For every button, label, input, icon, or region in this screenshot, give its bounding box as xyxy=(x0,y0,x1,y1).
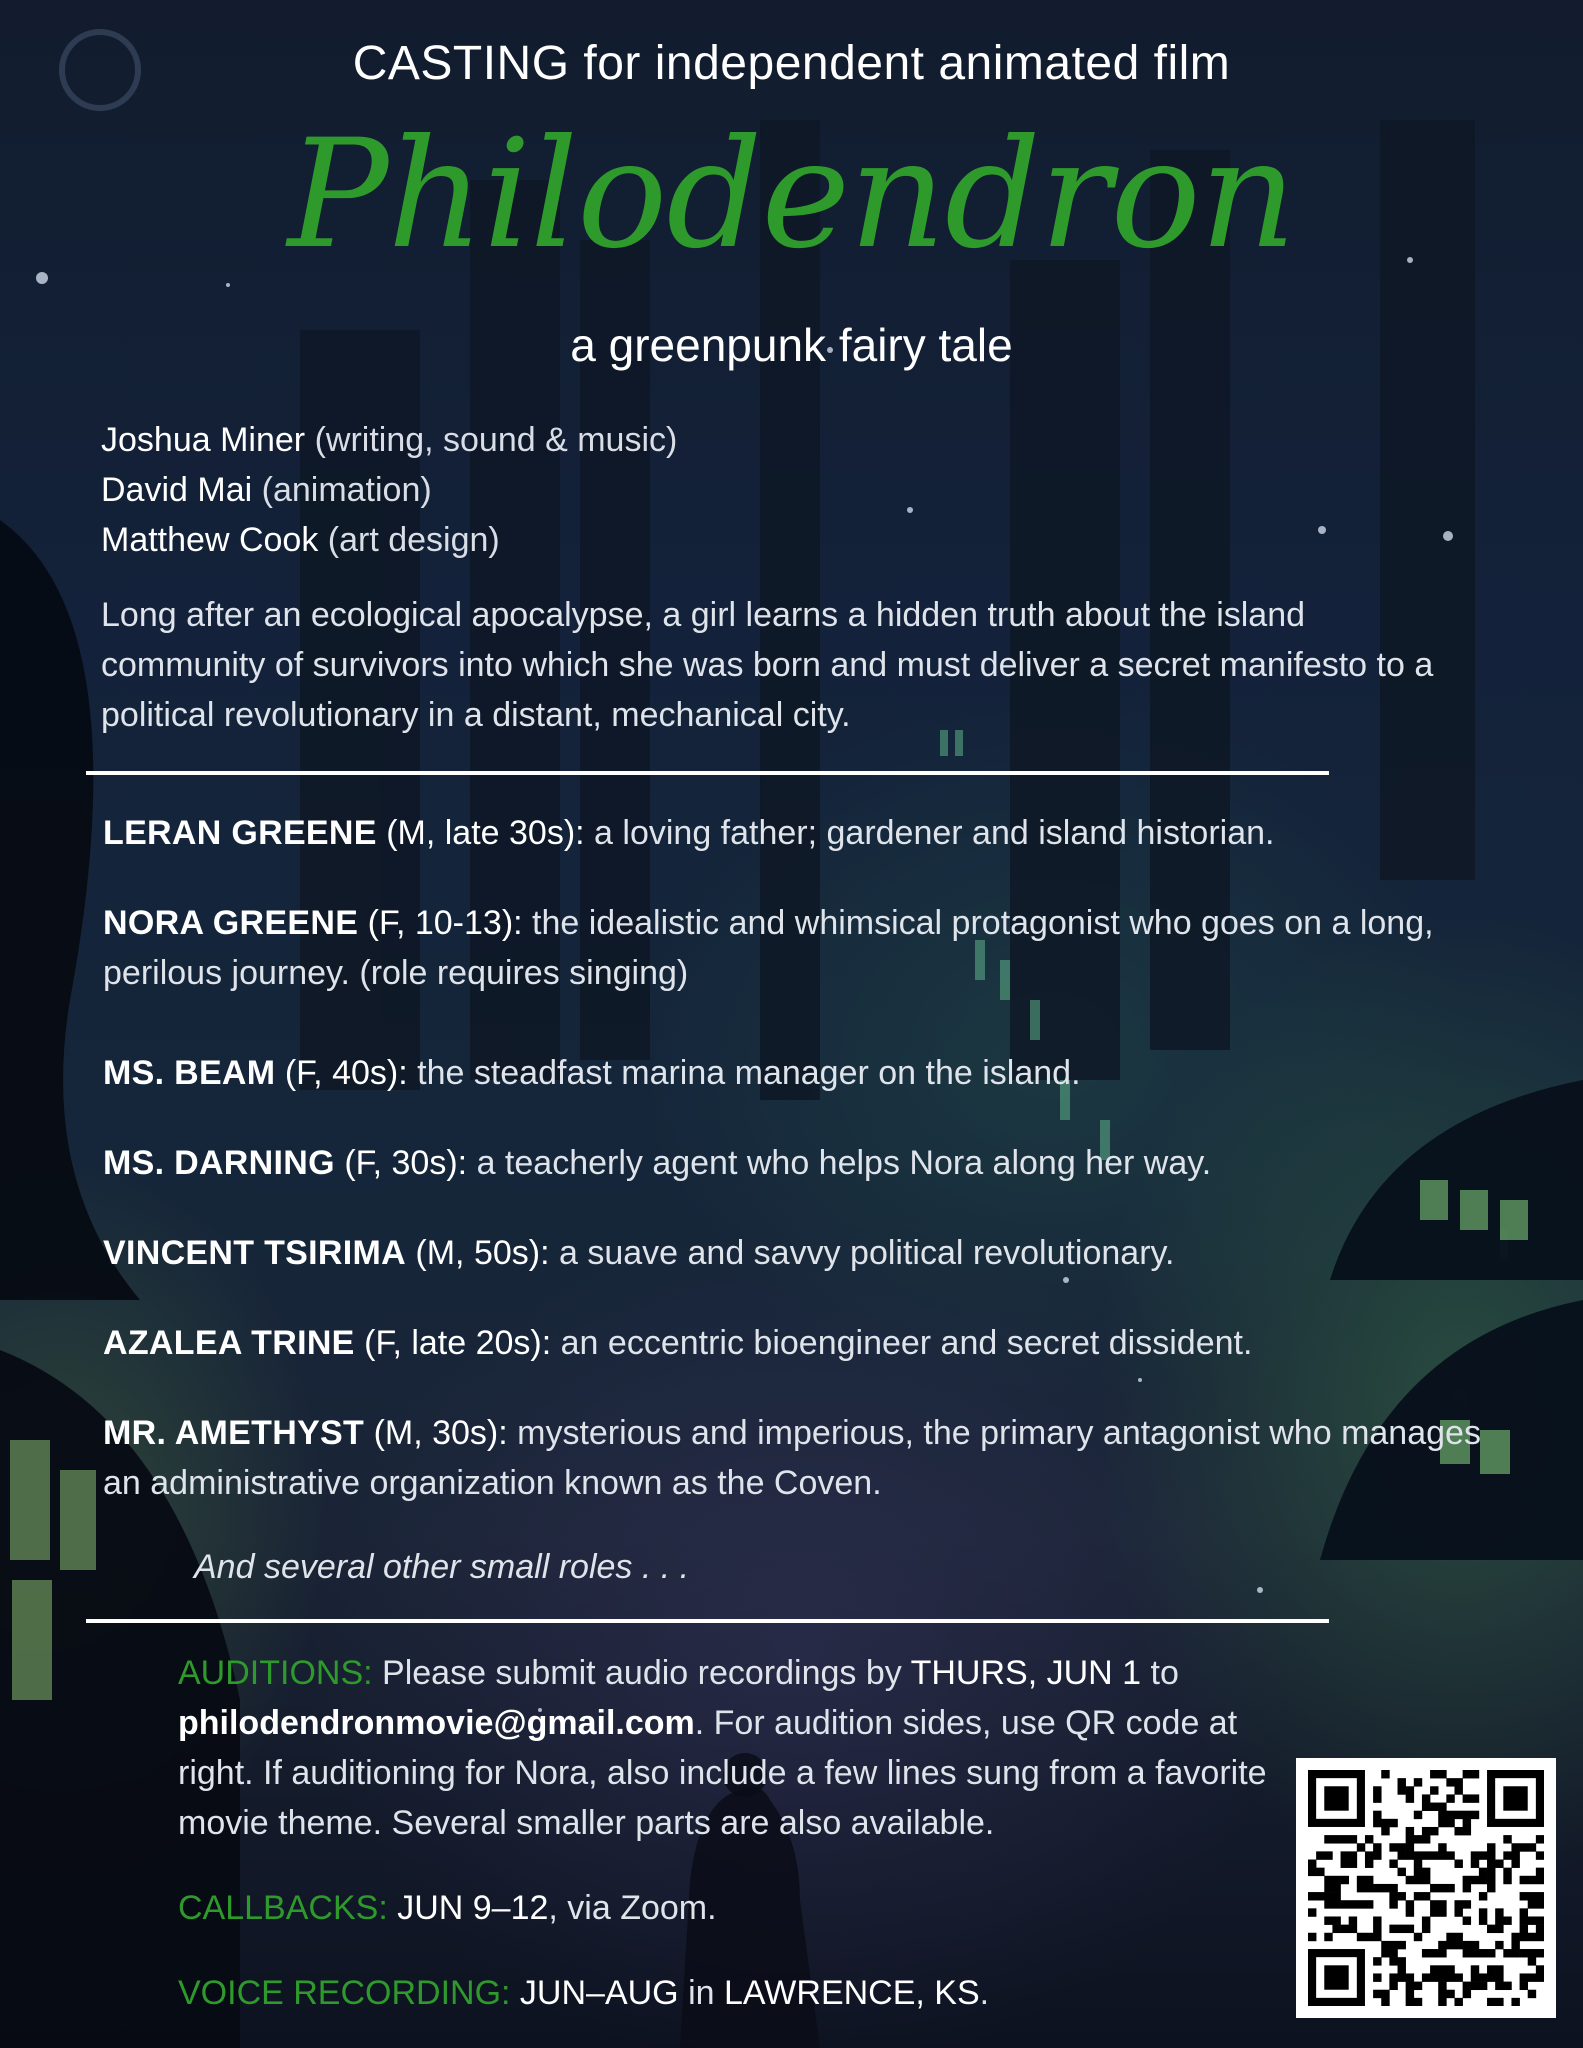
auditions-text: to xyxy=(1141,1654,1179,1692)
cast-description: an eccentric bioengineer and secret dissident. xyxy=(551,1324,1253,1362)
callbacks-dates: JUN 9–12 xyxy=(387,1889,549,1927)
callbacks-text: , via Zoom. xyxy=(548,1889,717,1927)
casting-heading: CASTING for independent animated film xyxy=(352,37,1231,90)
cast-item xyxy=(103,1318,1493,1368)
cast-item xyxy=(103,1228,1493,1278)
cast-description: mysterious and imperious, the primary antagonist who manages an administrative organization known as the Coven. xyxy=(103,1414,1481,1502)
voice-recording-text: . xyxy=(979,1974,990,2012)
email-link[interactable]: philodendronmovie@gmail.com xyxy=(178,1704,695,1742)
voice-recording-text: in xyxy=(678,1974,724,2012)
cast-name: LERAN GREENE xyxy=(103,814,377,852)
cast-meta: (F, late 20s): xyxy=(364,1324,552,1362)
auditions-text: . For audition sides, use QR code at right. If auditioning for Nora, also include a few lines sung from a favorite movie theme. Several smaller parts are also available. xyxy=(178,1704,1267,1842)
cast-description: the idealistic and whimsical protagonist who goes on a long, perilous journey. (role requires singing) xyxy=(103,904,1434,992)
cast-meta: (M, 30s): xyxy=(373,1414,508,1452)
auditions-text: Please submit audio recordings by xyxy=(372,1654,911,1692)
cast-name: NORA GREENE xyxy=(103,904,359,942)
cast-name: MS. DARNING xyxy=(103,1144,335,1182)
cast-item xyxy=(103,1408,1493,1508)
synopsis: Long after an ecological apocalypse, a girl learns a hidden truth about the island community of survivors into which she was born and must deliver a secret manifesto to a political revolutionary in a distant, mechanical city. xyxy=(101,596,1434,734)
credit-role: (animation) xyxy=(261,471,432,509)
credit-item xyxy=(101,465,677,515)
auditions-deadline: THURS, JUN 1 xyxy=(910,1654,1142,1692)
credit-name: Joshua Miner xyxy=(101,421,306,459)
cast-meta: (M, 50s): xyxy=(415,1234,550,1272)
qr-code-icon[interactable] xyxy=(1296,1758,1556,2018)
voice-recording-dates: JUN–AUG xyxy=(510,1974,679,2012)
film-subtitle: a greenpunk fairy tale xyxy=(570,319,1013,371)
credit-role: (art design) xyxy=(327,521,500,559)
callbacks-info xyxy=(178,1883,1298,1933)
cast-name: MS. BEAM xyxy=(103,1054,276,1092)
credit-item xyxy=(101,415,677,465)
film-title: Philodendron xyxy=(287,108,1296,282)
credit-role: (writing, sound & music) xyxy=(314,421,678,459)
cast-item xyxy=(103,1048,1493,1098)
voice-recording-location: LAWRENCE, KS xyxy=(723,1974,980,2012)
credits-list xyxy=(101,415,677,565)
credit-name: David Mai xyxy=(101,471,253,509)
divider xyxy=(86,771,1329,775)
cast-meta: (M, late 30s): xyxy=(386,814,585,852)
cast-description: the steadfast marina manager on the island. xyxy=(407,1054,1081,1092)
cast-meta: (F, 40s): xyxy=(284,1054,408,1092)
credit-name: Matthew Cook xyxy=(101,521,319,559)
cast-description: a suave and savvy political revolutionary. xyxy=(549,1234,1175,1272)
cast-meta: (F, 30s): xyxy=(344,1144,468,1182)
cast-item xyxy=(103,1138,1493,1188)
cast-item xyxy=(103,808,1493,858)
voice-recording-label: VOICE RECORDING: xyxy=(178,1974,511,2012)
cast-name: MR. AMETHYST xyxy=(103,1414,365,1452)
callbacks-label: CALLBACKS: xyxy=(178,1889,388,1927)
cast-more-note: And several other small roles . . . xyxy=(194,1548,690,1586)
cast-description: a teacherly agent who helps Nora along her way. xyxy=(467,1144,1212,1182)
auditions-info xyxy=(178,1648,1298,1848)
divider xyxy=(86,1619,1329,1623)
cast-meta: (F, 10-13): xyxy=(367,904,523,942)
cast-name: AZALEA TRINE xyxy=(103,1324,355,1362)
auditions-label: AUDITIONS: xyxy=(178,1654,373,1692)
qr-code-pattern xyxy=(1308,1770,1544,2006)
credit-item xyxy=(101,515,677,565)
cast-name: VINCENT TSIRIMA xyxy=(103,1234,406,1272)
voice-recording-info xyxy=(178,1968,1298,2018)
cast-item xyxy=(103,898,1493,998)
cast-description: a loving father; gardener and island historian. xyxy=(584,814,1275,852)
